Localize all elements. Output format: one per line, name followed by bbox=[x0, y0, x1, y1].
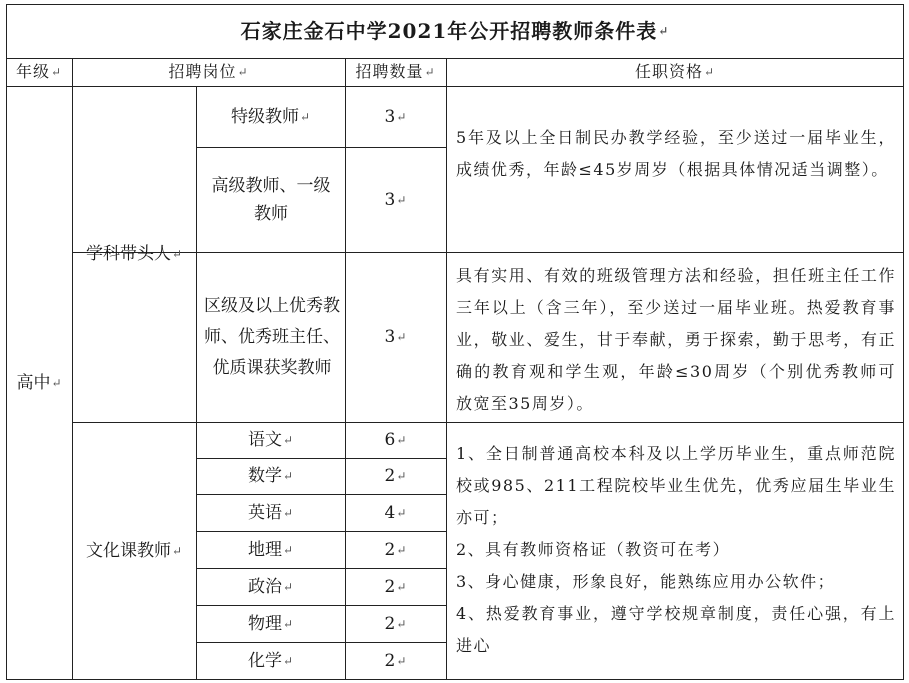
header-qualification bbox=[446, 58, 904, 86]
paragraph-mark-icon: ↵ bbox=[171, 544, 183, 558]
qualification-item: 3、身心健康，形象良好，能熟练应用办公软件； bbox=[456, 572, 836, 591]
subject-label: 数学 bbox=[247, 466, 282, 486]
count-cell bbox=[345, 422, 446, 458]
paragraph-mark-icon: ↵ bbox=[282, 542, 294, 557]
count-cell bbox=[345, 252, 446, 422]
header-qualification-label: 任职资格 bbox=[634, 62, 703, 81]
count-value: 6 bbox=[384, 430, 396, 450]
subject-label: 物理 bbox=[247, 613, 282, 634]
count-value: 2 bbox=[384, 613, 396, 634]
count-cell bbox=[345, 605, 446, 642]
grade-label: 高中 bbox=[16, 373, 51, 393]
position-label: 高级教师、一级教师 bbox=[211, 175, 331, 224]
table-title bbox=[6, 4, 904, 58]
qualification-list bbox=[456, 438, 896, 662]
position-label: 特级教师 bbox=[230, 106, 299, 127]
grade-cell bbox=[6, 86, 72, 680]
count-cell bbox=[345, 458, 446, 494]
leader-group-cell bbox=[72, 86, 196, 422]
count-cell bbox=[345, 642, 446, 680]
paragraph-mark-icon: ↵ bbox=[396, 330, 407, 344]
qualification-paragraph: 5年及以上全日制民办教学经验，至少送过一届毕业生，成绩优秀，年龄≤45岁周岁（根据具体情况适当调整）。 bbox=[456, 128, 896, 179]
subject-label: 地理 bbox=[247, 539, 282, 560]
paragraph-mark-icon: ↵ bbox=[396, 505, 407, 520]
subject-cell bbox=[196, 605, 345, 642]
count-cell bbox=[345, 531, 446, 568]
count-cell bbox=[345, 568, 446, 605]
paragraph-mark-icon: ↵ bbox=[396, 192, 407, 207]
qualification-item: 4、热爱教育事业，遵守学校规章制度，责任心强，有上进心 bbox=[456, 604, 896, 655]
paragraph-mark-icon: ↵ bbox=[237, 65, 249, 79]
paragraph-mark-icon: ↵ bbox=[424, 65, 436, 79]
paragraph-mark-icon: ↵ bbox=[282, 616, 294, 631]
count-value: 3 bbox=[384, 327, 396, 347]
paragraph-mark-icon: ↵ bbox=[282, 433, 294, 447]
qualification-item: 1、全日制普通高校本科及以上学历毕业生，重点师范院校或985、211工程院校毕业生优先，优秀应届生毕业生亦可； bbox=[456, 444, 896, 527]
qualification-paragraph: 具有实用、有效的班级管理方法和经验，担任班主任工作三年以上（含三年），至少送过一届毕业班。热爱教育事业，敬业、爱生，甘于奉献，勇于探索，勤于思考，有正确的教育观和学生观，年龄≤30周岁（个别优秀教师可放宽至35周岁）。 bbox=[456, 266, 896, 413]
header-grade-label: 年级 bbox=[15, 62, 50, 81]
subject-label: 化学 bbox=[247, 651, 282, 671]
subject-label: 政治 bbox=[247, 576, 282, 597]
position-label: 区级及以上优秀教师、优秀班主任、优质课获奖教师 bbox=[204, 295, 340, 378]
paragraph-mark-icon: ↵ bbox=[396, 579, 407, 594]
subject-cell bbox=[196, 422, 345, 458]
position-cell bbox=[196, 86, 345, 147]
paragraph-mark-icon: ↵ bbox=[396, 616, 407, 631]
paragraph-mark-icon: ↵ bbox=[282, 469, 294, 483]
paragraph-mark-icon: ↵ bbox=[703, 65, 716, 79]
paragraph-mark-icon: ↵ bbox=[396, 542, 407, 557]
culture-group-cell bbox=[72, 422, 196, 680]
subject-label: 英语 bbox=[247, 502, 282, 523]
title-text: 石家庄金石中学2021年公开招聘教师条件表 bbox=[240, 19, 658, 43]
paragraph-mark-icon: ↵ bbox=[396, 654, 407, 668]
position-cell bbox=[206, 147, 336, 252]
paragraph-mark-icon: ↵ bbox=[50, 65, 63, 79]
subject-cell bbox=[196, 642, 345, 680]
leader-group-label: 学科带头人 bbox=[85, 244, 171, 264]
count-value: 2 bbox=[384, 466, 396, 486]
count-value: 2 bbox=[384, 576, 396, 597]
paragraph-mark-icon: ↵ bbox=[282, 654, 294, 668]
col-divider bbox=[446, 58, 447, 680]
count-value: 2 bbox=[384, 539, 396, 560]
paragraph-mark-icon: ↵ bbox=[282, 579, 294, 594]
header-count bbox=[345, 58, 446, 86]
count-cell bbox=[345, 147, 446, 252]
qualification-item: 2、具有教师资格证（教资可在考） bbox=[456, 540, 731, 559]
count-value: 2 bbox=[384, 651, 396, 671]
position-cell bbox=[204, 252, 340, 422]
header-grade bbox=[6, 58, 72, 86]
paragraph-mark-icon: ↵ bbox=[396, 109, 407, 124]
count-cell bbox=[345, 494, 446, 531]
paragraph-mark-icon: ↵ bbox=[282, 505, 294, 520]
subject-cell bbox=[196, 531, 345, 568]
paragraph-mark-icon: ↵ bbox=[299, 109, 311, 124]
paragraph-mark-icon: ↵ bbox=[658, 24, 670, 38]
count-cell bbox=[345, 86, 446, 147]
paragraph-mark-icon: ↵ bbox=[171, 247, 183, 261]
qualification-text bbox=[456, 260, 896, 420]
count-value: 4 bbox=[384, 502, 396, 523]
qualification-text bbox=[456, 122, 896, 186]
paragraph-mark-icon: ↵ bbox=[51, 376, 62, 390]
header-position bbox=[72, 58, 345, 86]
subject-cell bbox=[196, 568, 345, 605]
subject-cell bbox=[196, 458, 345, 494]
subject-label: 语文 bbox=[247, 430, 282, 450]
culture-group-label: 文化课教师 bbox=[85, 541, 171, 561]
paragraph-mark-icon: ↵ bbox=[396, 433, 407, 447]
subject-cell bbox=[196, 494, 345, 531]
paragraph-mark-icon: ↵ bbox=[396, 469, 407, 483]
count-value: 3 bbox=[384, 189, 396, 210]
header-position-label: 招聘岗位 bbox=[168, 62, 237, 81]
header-count-label: 招聘数量 bbox=[355, 62, 424, 81]
count-value: 3 bbox=[384, 106, 396, 127]
